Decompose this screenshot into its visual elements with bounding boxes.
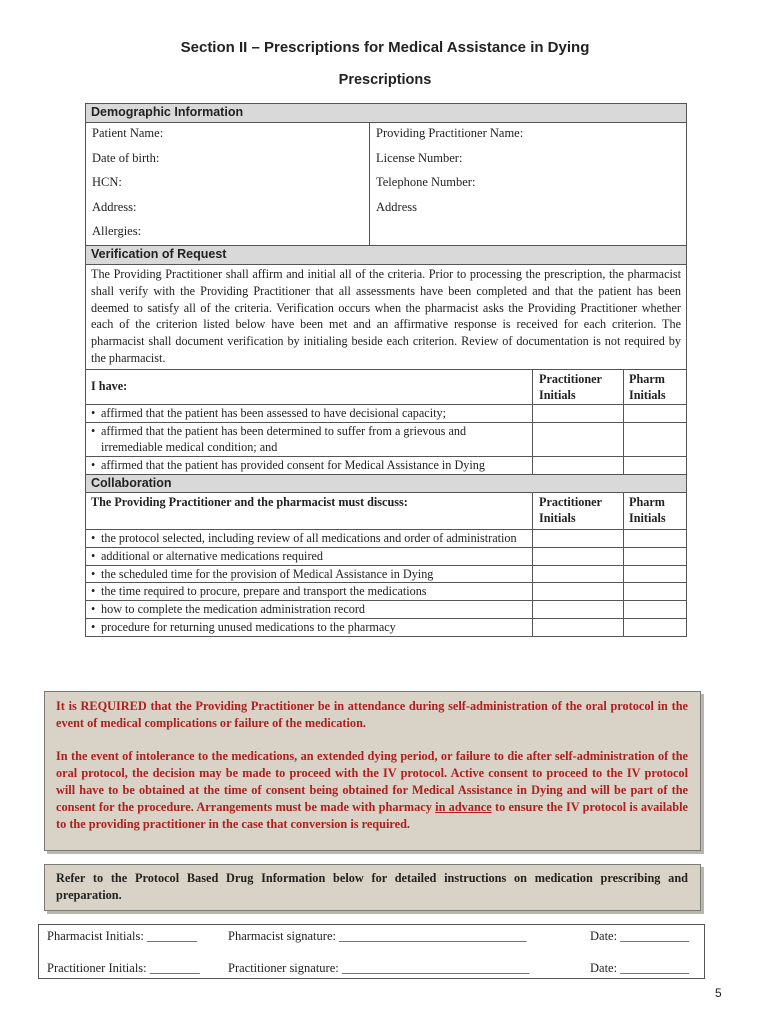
attendance-requirement-text: It is REQUIRED that the Providing Practitioner be in attendance during self-administration of the oral protocol in the event of medical complications or failure of the medication. <box>56 699 688 730</box>
collaboration-table <box>86 493 686 636</box>
verification-table <box>86 370 686 474</box>
table-row <box>86 457 686 474</box>
criterion-item: • affirmed that the patient has been assessed to have decisional capacity; <box>86 405 533 422</box>
iv-protocol-warning-box <box>44 691 701 851</box>
patient-fields <box>86 123 370 245</box>
pharm-initials-cell[interactable] <box>624 583 686 600</box>
pharm-initials-cell[interactable] <box>624 530 686 547</box>
hcn-field[interactable]: HCN: <box>92 175 122 189</box>
pharmacist-date-field[interactable]: Date: ___________ <box>590 929 689 943</box>
table-row <box>86 423 686 458</box>
table-row <box>86 566 686 584</box>
table-row <box>86 530 686 548</box>
practitioner-initials-cell[interactable] <box>533 601 624 618</box>
pharmacist-signature-field[interactable]: Pharmacist signature: ______________________________ <box>228 929 527 943</box>
pharm-initials-header: Pharm Initials <box>629 371 666 402</box>
practitioner-initials-cell[interactable] <box>533 457 624 474</box>
practitioner-address-field[interactable]: Address <box>376 199 417 214</box>
practitioner-initials-cell[interactable] <box>533 619 624 636</box>
practitioner-initials-header: Practitioner Initials <box>533 493 624 529</box>
discussion-item: • the time required to procure, prepare and transport the medications <box>86 583 533 600</box>
table-row <box>86 601 686 619</box>
prescription-form <box>85 103 687 637</box>
pharm-initials-cell[interactable] <box>624 548 686 565</box>
discussion-item: • additional or alternative medications required <box>86 548 533 565</box>
pharm-initials-cell[interactable] <box>624 457 686 474</box>
patient-address-field[interactable]: Address: <box>92 199 137 214</box>
criterion-item: • affirmed that the patient has been determined to suffer from a grievous and irremediable medical condition; and <box>86 423 533 457</box>
pharm-initials-header: Pharm Initials <box>629 494 666 525</box>
signature-block <box>38 924 705 979</box>
pharm-initials-cell[interactable] <box>624 619 686 636</box>
verification-paragraph: The Providing Practitioner shall affirm and initial all of the criteria. Prior to processing the prescription, the pharmacist shall verify with the Providing Practitioner that all assessments have been completed and that the patient has been deemed to satisfy all of the criteria. Verification occurs when the pharmacist asks the Providing Practitioner whether each of the criterion listed below have been met and an affirmative response is received for each criterion. The pharmacist shall document verification by initialing beside each criterion. Review of documentation is not required by the pharmacist. <box>86 265 686 370</box>
patient-name-field[interactable]: Patient Name: <box>92 126 164 140</box>
criterion-item: • affirmed that the patient has provided consent for Medical Assistance in Dying <box>86 457 533 474</box>
drug-information-note: Refer to the Protocol Based Drug Information below for detailed instructions on medication prescribing and preparation. <box>44 864 701 911</box>
verification-header: Verification of Request <box>86 246 686 265</box>
discussion-item: • the protocol selected, including review of all medications and order of administration <box>86 530 533 547</box>
iv-conversion-text: In the event of intolerance to the medications, an extended dying period, or failure to die after self-administration of the oral protocol, the decision may be made to proceed with the IV protocol. Active consent to proceed to the IV protocol will have to be obtained at the time of consent being obtained for Medical Assistance in Dying and will be part of the consent for the procedure. Arrangements must be made with pharmacy in advance to ensure the IV protocol is available to the providing practitioner in the case that conversion is required. <box>56 749 688 831</box>
pharm-initials-cell[interactable] <box>624 423 686 457</box>
demographics-block <box>86 123 686 246</box>
page-number: 5 <box>715 986 722 1000</box>
date-of-birth-field[interactable]: Date of birth: <box>92 150 160 165</box>
discussion-item: • how to complete the medication administration record <box>86 601 533 618</box>
pharm-initials-cell[interactable] <box>624 566 686 583</box>
pharmacist-initials-field[interactable]: Pharmacist Initials: ________ <box>47 929 197 943</box>
discussion-item: • the scheduled time for the provision of Medical Assistance in Dying <box>86 566 533 583</box>
discussion-item: • procedure for returning unused medications to the pharmacy <box>86 619 533 636</box>
pharm-initials-cell[interactable] <box>624 601 686 618</box>
allergies-field[interactable]: Allergies: <box>92 224 142 238</box>
practitioner-fields <box>370 123 686 245</box>
table-row <box>86 619 686 636</box>
page-title: Section II – Prescriptions for Medical Assistance in Dying <box>180 39 590 56</box>
practitioner-initials-header: Practitioner Initials <box>533 370 624 404</box>
demographics-header: Demographic Information <box>86 104 686 123</box>
practitioner-initials-cell[interactable] <box>533 548 624 565</box>
practitioner-initials-cell[interactable] <box>533 405 624 422</box>
practitioner-name-field[interactable]: Providing Practitioner Name: <box>376 126 524 140</box>
table-row <box>86 583 686 601</box>
practitioner-initials-field[interactable]: Practitioner Initials: ________ <box>47 961 200 975</box>
pharm-initials-cell[interactable] <box>624 405 686 422</box>
practitioner-initials-cell[interactable] <box>533 566 624 583</box>
in-advance-emphasis: in advance <box>435 800 492 814</box>
i-have-label: I have: <box>86 370 533 404</box>
page-subtitle: Prescriptions <box>338 72 432 88</box>
must-discuss-label: The Providing Practitioner and the pharmacist must discuss: <box>86 493 533 529</box>
table-row <box>86 405 686 423</box>
practitioner-date-field[interactable]: Date: ___________ <box>590 961 689 975</box>
practitioner-initials-cell[interactable] <box>533 583 624 600</box>
verification-table-header <box>86 370 686 405</box>
practitioner-initials-cell[interactable] <box>533 423 624 457</box>
license-number-field[interactable]: License Number: <box>376 150 463 165</box>
practitioner-initials-cell[interactable] <box>533 530 624 547</box>
telephone-number-field[interactable]: Telephone Number: <box>376 175 476 189</box>
practitioner-signature-field[interactable]: Practitioner signature: ______________________________ <box>228 961 530 975</box>
table-row <box>86 548 686 566</box>
collaboration-header: Collaboration <box>86 474 686 493</box>
collaboration-table-header <box>86 493 686 530</box>
